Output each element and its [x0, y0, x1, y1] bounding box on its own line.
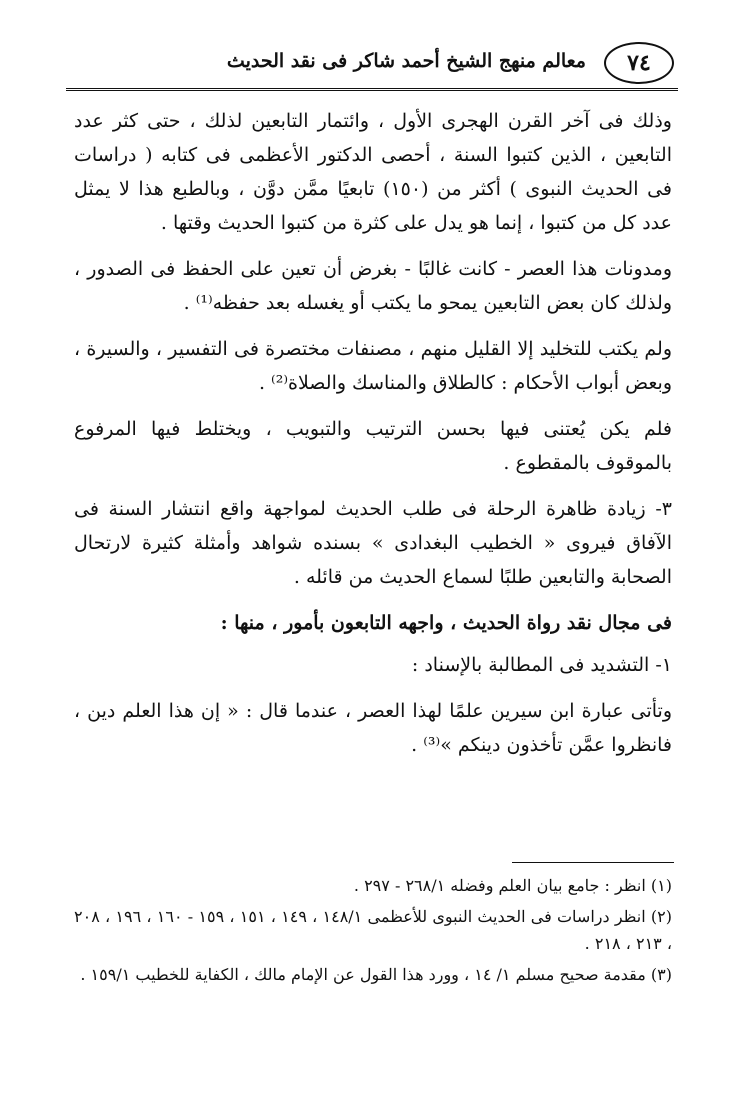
footnote-3: (٣) مقدمة صحيح مسلم ١/ ١٤ ، وورد هذا القول عن الإمام مالك ، الكفاية للخطيب ١٥٩/١ . [80, 965, 672, 984]
paragraph-4: فلم يكن يُعتنى فيها بحسن الترتيب والتبويب ، ويختلط فيها المرفوع بالموقوف بالمقطوع . [74, 418, 672, 474]
running-title: معالم منهج الشيخ أحمد شاكر فى نقد الحديث [226, 50, 586, 72]
footnotes [74, 872, 672, 992]
footnote-2: (٢) انظر دراسات فى الحديث النبوى للأعظمى ١٤٨/١ ، ١٤٩ ، ١٥١ ، ١٥٩ - ١٦٠ ، ١٩٦ ، ٢٠٨ ، ٢١٣ ، ٢١٨ . [74, 907, 672, 953]
header-rule [66, 88, 678, 91]
paragraph-2: ومدونات هذا العصر - كانت غالبًا - بغرض أن تعين على الحفظ فى الصدور ، ولذلك كان بعض التابعين يمحو ما يكتب أو يغسله بعد حفظه⁽¹⁾ . [74, 258, 672, 314]
paragraph-3: ولم يكتب للتخليد إلا القليل منهم ، مصنفات مختصرة فى التفسير ، والسيرة ، وبعض أبواب الأحكام : كالطلاق والمناسك والصلاة⁽²⁾ . [74, 338, 672, 394]
body-text [74, 104, 672, 774]
footnote-1: (١) انظر : جامع بيان العلم وفضله ٢٦٨/١ - ٢٩٧ . [353, 876, 672, 895]
page-number: ٧٤ [604, 42, 674, 84]
list-item-1: ١- التشديد فى المطالبة بالإسناد : [411, 654, 672, 676]
paragraph-1: وذلك فى آخر القرن الهجرى الأول ، وائتمار التابعين لذلك ، حتى كثر عدد التابعين ، الذين كتبوا السنة ، أحصى الدكتور الأعظمى فى كتابه ( دراسات فى الحديث النبوى ) أكثر من (١٥٠) تابعيًا ممَّن دوَّن ، وبالطبع هذا لا يمثل عدد كل من كتبوا ، إنما هو يدل على كثرة من كتبوا الحديث وقتها . [74, 110, 672, 234]
section-heading: فى مجال نقد رواة الحديث ، واجهه التابعون بأمور ، منها : [220, 612, 672, 634]
paragraph-5: ٣- زيادة ظاهرة الرحلة فى طلب الحديث لمواجهة واقع انتشار السنة فى الآفاق فيروى « الخطيب البغدادى » بسنده شواهد وأمثلة كثيرة لارتحال الصحابة والتابعين طلبًا لسماع الحديث من قائله . [74, 498, 672, 588]
footnote-separator [512, 862, 674, 863]
paragraph-quote: وتأتى عبارة ابن سيرين علمًا لهذا العصر ، عندما قال : « إن هذا العلم دين ، فانظروا عمَّن تأخذون دينكم »⁽³⁾ . [74, 700, 672, 756]
page-header [66, 38, 678, 94]
